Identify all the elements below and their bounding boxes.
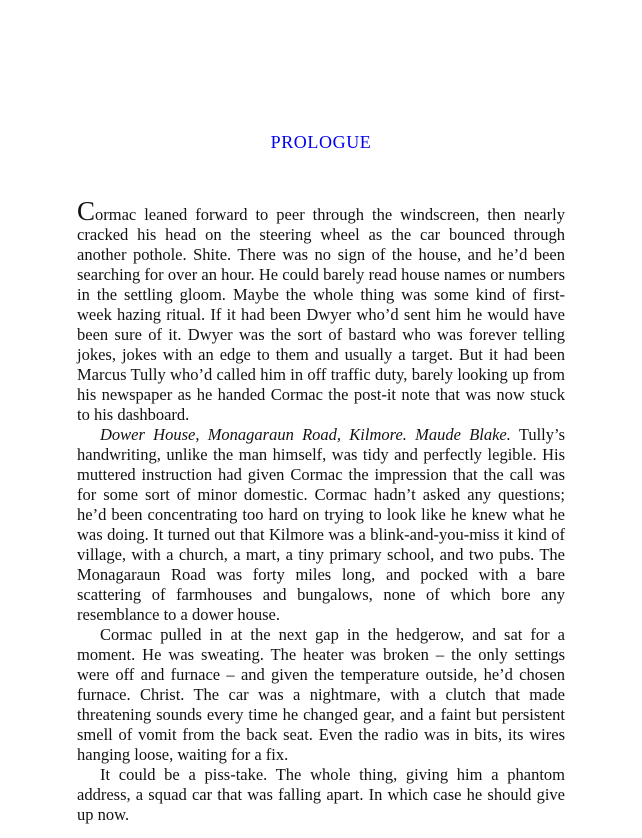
drop-cap: C — [77, 196, 96, 226]
paragraph — [77, 765, 565, 825]
prologue-text-block — [77, 196, 566, 825]
paragraph — [77, 425, 565, 625]
paragraph — [77, 196, 565, 425]
paragraph — [77, 625, 565, 765]
paragraph-text: Cormac pulled in at the next gap in the hedgerow, and sat for a moment. He was sweating. The heater was broken – the only settings were off and furnace – and given the temperature outside, he’d chosen furnace. Christ. The car was a nightmare, with a clutch that made threatening sounds every time he changed gear, and a faint but persistent smell of vomit from the back seat. Even the radio was in bits, its wires hanging loose, waiting for a fix. — [77, 625, 565, 764]
paragraph-text: ormac leaned forward to peer through the windscreen, then nearly cracked his head on the steering wheel as the car bounced through another pothole. Shite. There was no sign of the house, and he’d been searching for over an hour. He could barely read house names or numbers in the settling gloom. Maybe the whole thing was some kind of first-week hazing ritual. If it had been Dwyer who’d sent him he would have been sure of it. Dwyer was the sort of bastard who was forever telling jokes, jokes with an edge to them and usually a target. But it had been Marcus Tully who’d called him in off traffic duty, barely looking up from his newspaper as he handed Cormac the post-it note that was now stuck to his dashboard. — [77, 205, 565, 424]
chapter-title-link[interactable]: PROLOGUE — [270, 132, 372, 152]
paragraph-text: Tully’s handwriting, unlike the man himself, was tidy and perfectly legible. His muttered instruction had given Cormac the impression that the call was for some sort of minor domestic. Cormac hadn’t asked any questions; he’d been concentrating too hard on trying to look like he knew what he was doing. It turned out that Kilmore was a blink-and-you-miss it kind of village, with a church, a mart, a tiny primary school, and two pubs. The Monagaraun Road was forty miles long, and pocked with a bare scattering of farmhouses and bungalows, none of which bore any resemblance to a dower house. — [77, 425, 566, 624]
address-note-italic: Dower House, Monagaraun Road, Kilmore. Maude Blake. — [100, 425, 511, 444]
paragraph-text: It could be a piss-take. The whole thing, giving him a phantom address, a squad car that was falling apart. In which case he should give up now. — [77, 765, 565, 824]
